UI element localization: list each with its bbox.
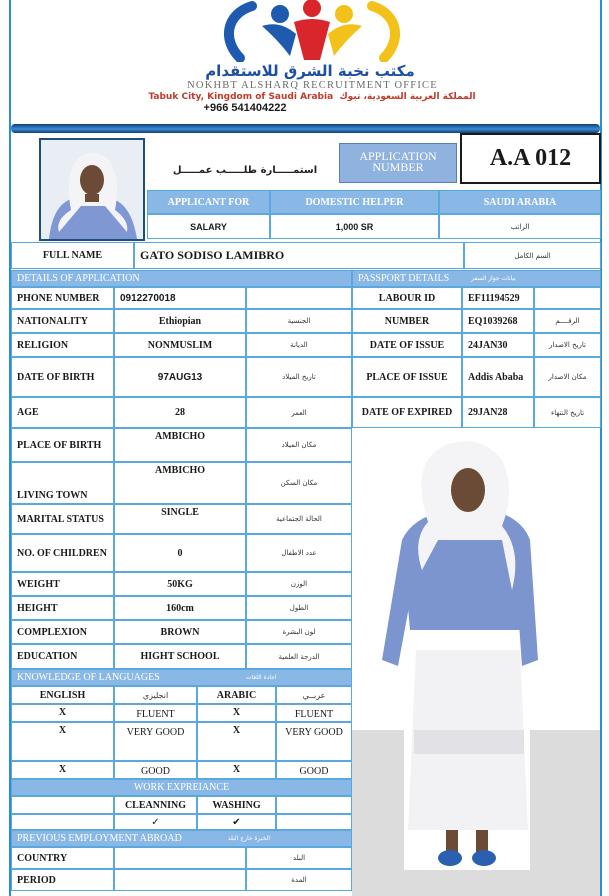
details-row-label: DATE OF BIRTH (11, 357, 114, 397)
cleaning-check-mark: ✓ (114, 814, 197, 830)
details-row-label: EDUCATION (11, 644, 114, 669)
details-row-value: SINGLE (114, 504, 246, 534)
details-row-value: 50KG (114, 572, 246, 596)
arabic-language-arabic-label: عربــي (276, 686, 352, 704)
arabic-mark: X (197, 761, 276, 779)
arabic-mark: X (197, 704, 276, 722)
english-mark: X (11, 722, 114, 761)
portrait-figure-icon (41, 140, 143, 239)
languages-section-title: KNOWLEDGE OF LANGUAGES (17, 672, 160, 683)
passport-row-value: EF11194529 (462, 287, 534, 309)
english-mark: X (11, 704, 114, 722)
details-row-arabic-label: الطول (246, 596, 352, 620)
work-empty-cell (276, 796, 352, 814)
details-row-arabic-label (246, 287, 352, 309)
cleaning-label: CLEANNING (114, 796, 197, 814)
passport-row-label: DATE OF EXPIRED (352, 397, 462, 428)
arabic-level: FLUENT (276, 704, 352, 722)
passport-section-title: PASSPORT DETAILS (358, 273, 450, 284)
languages-section-header (11, 669, 352, 686)
arabic-language-label: ARABIC (197, 686, 276, 704)
details-row-arabic-label: مكان السكن (246, 462, 352, 504)
previous-country-label: COUNTRY (11, 847, 114, 869)
salary-arabic-label: الراتب (439, 214, 601, 239)
details-row-label: PLACE OF BIRTH (11, 428, 114, 462)
passport-row-value: 29JAN28 (462, 397, 534, 428)
salary-label: SALARY (147, 214, 270, 239)
passport-row-arabic-label: تاريخ الاصدار (534, 333, 601, 357)
details-row-arabic-label: لون البشرة (246, 620, 352, 644)
english-language-label: ENGLISH (11, 686, 114, 704)
details-row-arabic-label: مكان الميلاد (246, 428, 352, 462)
office-address (132, 92, 492, 102)
details-row-value: 0 (114, 534, 246, 572)
languages-section-title-ar: اجادة اللغات (245, 674, 277, 681)
details-row-label: AGE (11, 397, 114, 428)
details-row-value: 160cm (114, 596, 246, 620)
washing-check-mark: ✔ (197, 814, 276, 830)
details-row-label: LIVING TOWN (11, 462, 114, 504)
details-row-value: 97AUG13 (114, 357, 246, 397)
office-address-ar: المملكة العربية السعودية، تبوك (339, 92, 476, 102)
english-language-arabic-label: انجليزي (114, 686, 197, 704)
office-logo-icon (212, 0, 412, 62)
details-row-value: BROWN (114, 620, 246, 644)
arabic-mark: X (197, 722, 276, 761)
work-empty-cell (11, 796, 114, 814)
details-row-arabic-label: الديانة (246, 333, 352, 357)
application-number: A.A 012 (460, 133, 601, 184)
passport-row-label: DATE OF ISSUE (352, 333, 462, 357)
details-row-value: 0912270018 (114, 287, 246, 309)
passport-row-arabic-label: الرقــــم (534, 309, 601, 333)
applicant-for-label: APPLICANT FOR (147, 190, 270, 214)
english-level: VERY GOOD (114, 722, 197, 761)
passport-row-value: EQ1039268 (462, 309, 534, 333)
previous-period-label: PERIOD (11, 869, 114, 891)
passport-row-arabic-label: تاريخ النتهاء (534, 397, 601, 428)
full-name-label: FULL NAME (11, 242, 134, 269)
details-row-label: WEIGHT (11, 572, 114, 596)
details-row-arabic-label: الجنسية (246, 309, 352, 333)
passport-row-arabic-label (534, 287, 601, 309)
office-name: NOKHBT ALSHARQ RECRUITMENT OFFICE (187, 80, 438, 91)
details-row-arabic-label: الدرجة العلمية (246, 644, 352, 669)
details-row-arabic-label: الوزن (246, 572, 352, 596)
arabic-level: VERY GOOD (276, 722, 352, 761)
full-name-arabic-label: السم الكامل (464, 242, 601, 269)
english-mark: X (11, 761, 114, 779)
arabic-level: GOOD (276, 761, 352, 779)
details-row-label: PHONE NUMBER (11, 287, 114, 309)
previous-period-value (114, 869, 246, 891)
details-row-value: AMBICHO (114, 462, 246, 504)
previous-country-value (114, 847, 246, 869)
details-row-value: 28 (114, 397, 246, 428)
office-arabic-name: مكتب نخبة الشرق للاستقدام (205, 62, 415, 80)
details-row-arabic-label: الحالة الجتماعية (246, 504, 352, 534)
passport-row-label: NUMBER (352, 309, 462, 333)
form-title-arabic: استمـــــارة طلـــــب عمـــــل (172, 165, 318, 176)
passport-section-header (352, 270, 601, 287)
details-row-value: HIGHT SCHOOL (114, 644, 246, 669)
details-row-label: COMPLEXION (11, 620, 114, 644)
details-row-arabic-label: تاريخ الميلاد (246, 357, 352, 397)
details-row-label: RELIGION (11, 333, 114, 357)
details-row-label: NO. OF CHILDREN (11, 534, 114, 572)
applicant-full-body-photo (352, 430, 600, 896)
header-divider-bar (11, 124, 600, 133)
passport-row-label: LABOUR ID (352, 287, 462, 309)
destination-country: SAUDI ARABIA (439, 190, 601, 214)
passport-row-arabic-label: مكان الاصدار (534, 357, 601, 397)
details-row-value: Ethiopian (114, 309, 246, 333)
passport-row-value: Addis Ababa (462, 357, 534, 397)
details-row-label: HEIGHT (11, 596, 114, 620)
office-address-en: Tabuk City, Kingdom of Saudi Arabia (148, 92, 334, 102)
details-row-arabic-label: العمر (246, 397, 352, 428)
details-row-label: NATIONALITY (11, 309, 114, 333)
washing-label: WASHING (197, 796, 276, 814)
full-body-figure-icon (352, 430, 600, 896)
english-level: GOOD (114, 761, 197, 779)
passport-row-value: 24JAN30 (462, 333, 534, 357)
details-row-label: MARITAL STATUS (11, 504, 114, 534)
previous-employment-title: PREVIOUS EMPLOYMENT ABROAD (17, 833, 182, 844)
details-row-value: NONMUSLIM (114, 333, 246, 357)
details-section-header: DETAILS OF APPLICATION (11, 270, 352, 287)
position-value: DOMESTIC HELPER (270, 190, 439, 214)
work-experience-header: WORK EXPREIANCE (11, 779, 352, 796)
full-name-value: GATO SODISO LAMIBRO (134, 242, 464, 269)
previous-country-arabic-label: البلد (246, 847, 352, 869)
passport-section-title-ar: بيانات جواز السفر (471, 275, 516, 282)
work-empty-cell (276, 814, 352, 830)
previous-employment-header (11, 830, 352, 847)
details-row-value: AMBICHO (114, 428, 246, 462)
office-phone: +966 541404222 (203, 102, 287, 114)
details-row-arabic-label: عدد الاطفال (246, 534, 352, 572)
english-level: FLUENT (114, 704, 197, 722)
previous-employment-title-ar: الخبرة خارج البلد (227, 835, 271, 842)
work-empty-cell (11, 814, 114, 830)
passport-row-label: PLACE OF ISSUE (352, 357, 462, 397)
salary-value: 1,000 SR (270, 214, 439, 239)
application-number-label: APPLICATION NUMBER (339, 143, 457, 183)
previous-period-arabic-label: المدة (246, 869, 352, 891)
applicant-portrait-photo (39, 138, 145, 241)
